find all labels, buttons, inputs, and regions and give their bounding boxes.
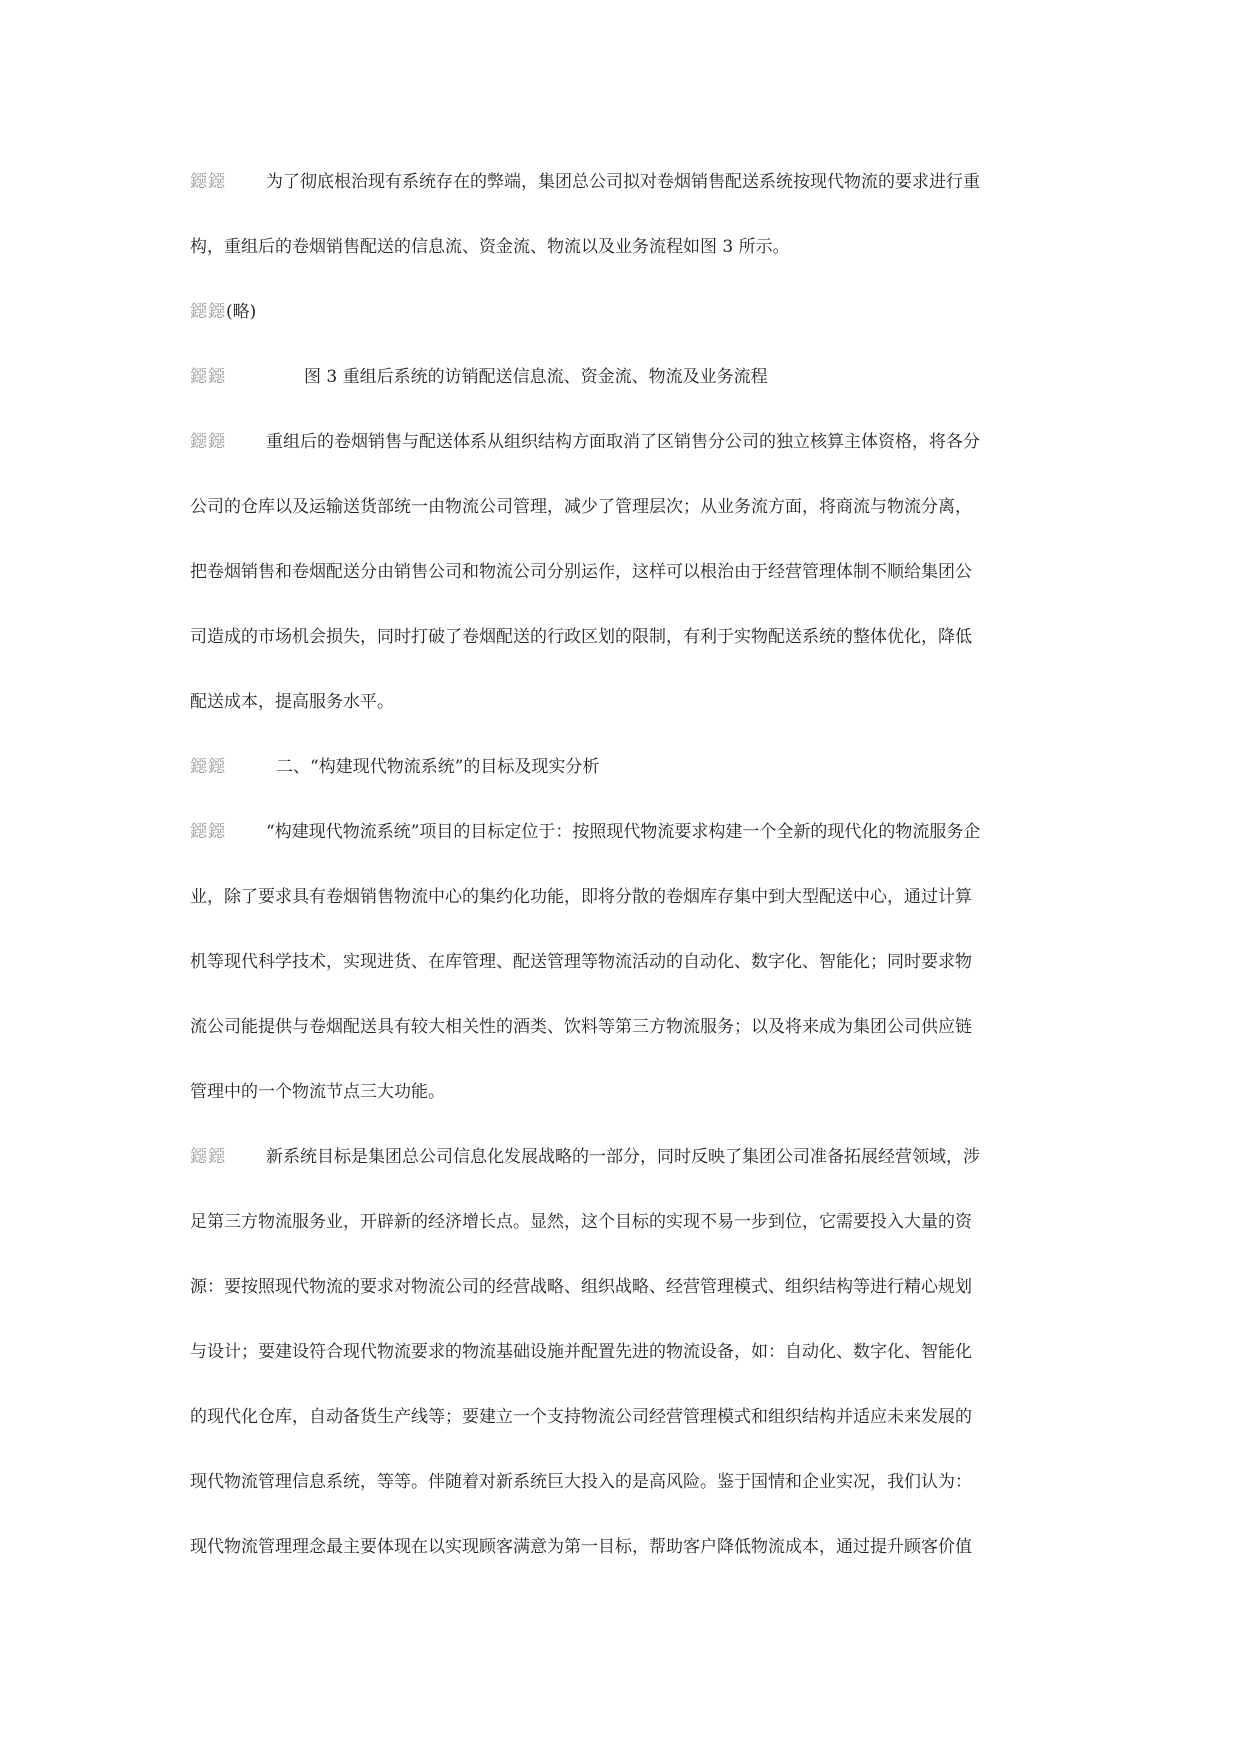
paragraph-3-line-3: 机等现代科学技术，实现进货、在库管理、配送管理等物流活动的自动化、数字化、智能化；同时要求物 <box>190 952 972 972</box>
paragraph-4-line-2: 足第三方物流服务业，开辟新的经济增长点。显然，这个目标的实现不易一步到位，它需要投入大量的资 <box>190 1212 972 1232</box>
paragraph-1-line-2: 构，重组后的卷烟销售配送的信息流、资金流、物流以及业务流程如图 3 所示。 <box>190 237 790 257</box>
paragraph-1-line-1 <box>190 170 980 194</box>
paragraph-marker: 鐚鐚 <box>190 367 226 387</box>
paragraph-4-line-3: 源：要按照现代物流的要求对物流公司的经营战略、组织战略、经营管理模式、组织结构等进行精心规划 <box>190 1277 972 1297</box>
figure-caption-line <box>190 365 768 389</box>
omitted-figure-note <box>190 300 256 324</box>
paragraph-2-line-3: 把卷烟销售和卷烟配送分由销售公司和物流公司分别运作，这样可以根治由于经营管理体制不顺给集团公 <box>190 562 972 582</box>
paragraph-marker: 鐚鐚 <box>190 432 226 452</box>
paragraph-4-line-6: 现代物流管理信息系统，等等。伴随着对新系统巨大投入的是高风险。鉴于国情和企业实况，我们认为： <box>190 1472 972 1492</box>
paragraph-4-line-4: 与设计；要建设符合现代物流要求的物流基础设施并配置先进的物流设备，如：自动化、数字化、智能化 <box>190 1342 972 1362</box>
paragraph-marker: 鐚鐚 <box>190 172 226 192</box>
paragraph-4-line-1 <box>190 1145 980 1169</box>
paragraph-2-line-2: 公司的仓库以及运输送货部统一由物流公司管理，减少了管理层次；从业务流方面，将商流与物流分离， <box>190 497 972 517</box>
paragraph-3-text-1: “构建现代物流系统”项目的目标定位于：按照现代物流要求构建一个全新的现代化的物流服务企 <box>266 822 981 842</box>
paragraph-2-line-4: 司造成的市场机会损失，同时打破了卷烟配送的行政区划的限制，有利于实物配送系统的整体优化，降低 <box>190 627 972 647</box>
paragraph-1-text-1: 为了彻底根治现有系统存在的弊端，集团总公司拟对卷烟销售配送系统按现代物流的要求进行重 <box>266 172 980 192</box>
paragraph-2-line-1 <box>190 430 980 454</box>
paragraph-3-line-5: 管理中的一个物流节点三大功能。 <box>190 1082 445 1102</box>
paragraph-marker: 鐚鐚 <box>190 1147 226 1167</box>
paragraph-4-text-1: 新系统目标是集团总公司信息化发展战略的一部分，同时反映了集团公司准备拓展经营领域，涉 <box>266 1147 980 1167</box>
section-heading: 二、“构建现代物流系统”的目标及现实分析 <box>276 757 600 777</box>
figure-caption: 图 3 重组后系统的访销配送信息流、资金流、物流及业务流程 <box>304 367 768 387</box>
section-heading-line <box>190 755 599 779</box>
omitted-text: (略) <box>226 302 257 322</box>
paragraph-marker: 鐚鐚 <box>190 302 226 322</box>
paragraph-marker: 鐚鐚 <box>190 822 226 842</box>
paragraph-4-line-7: 现代物流管理理念最主要体现在以实现顾客满意为第一目标，帮助客户降低物流成本，通过提升顾客价值 <box>190 1537 972 1557</box>
paragraph-3-line-1 <box>190 820 980 844</box>
paragraph-3-line-4: 流公司能提供与卷烟配送具有较大相关性的酒类、饮料等第三方物流服务；以及将来成为集团公司供应链 <box>190 1017 972 1037</box>
paragraph-2-line-5: 配送成本，提高服务水平。 <box>190 692 394 712</box>
paragraph-4-line-5: 的现代化仓库，自动备货生产线等；要建立一个支持物流公司经营管理模式和组织结构并适应未来发展的 <box>190 1407 972 1427</box>
paragraph-marker: 鐚鐚 <box>190 757 226 777</box>
paragraph-2-text-1: 重组后的卷烟销售与配送体系从组织结构方面取消了区销售分公司的独立核算主体资格，将各分 <box>266 432 980 452</box>
paragraph-3-line-2: 业，除了要求具有卷烟销售物流中心的集约化功能，即将分散的卷烟库存集中到大型配送中心，通过计算 <box>190 887 972 907</box>
